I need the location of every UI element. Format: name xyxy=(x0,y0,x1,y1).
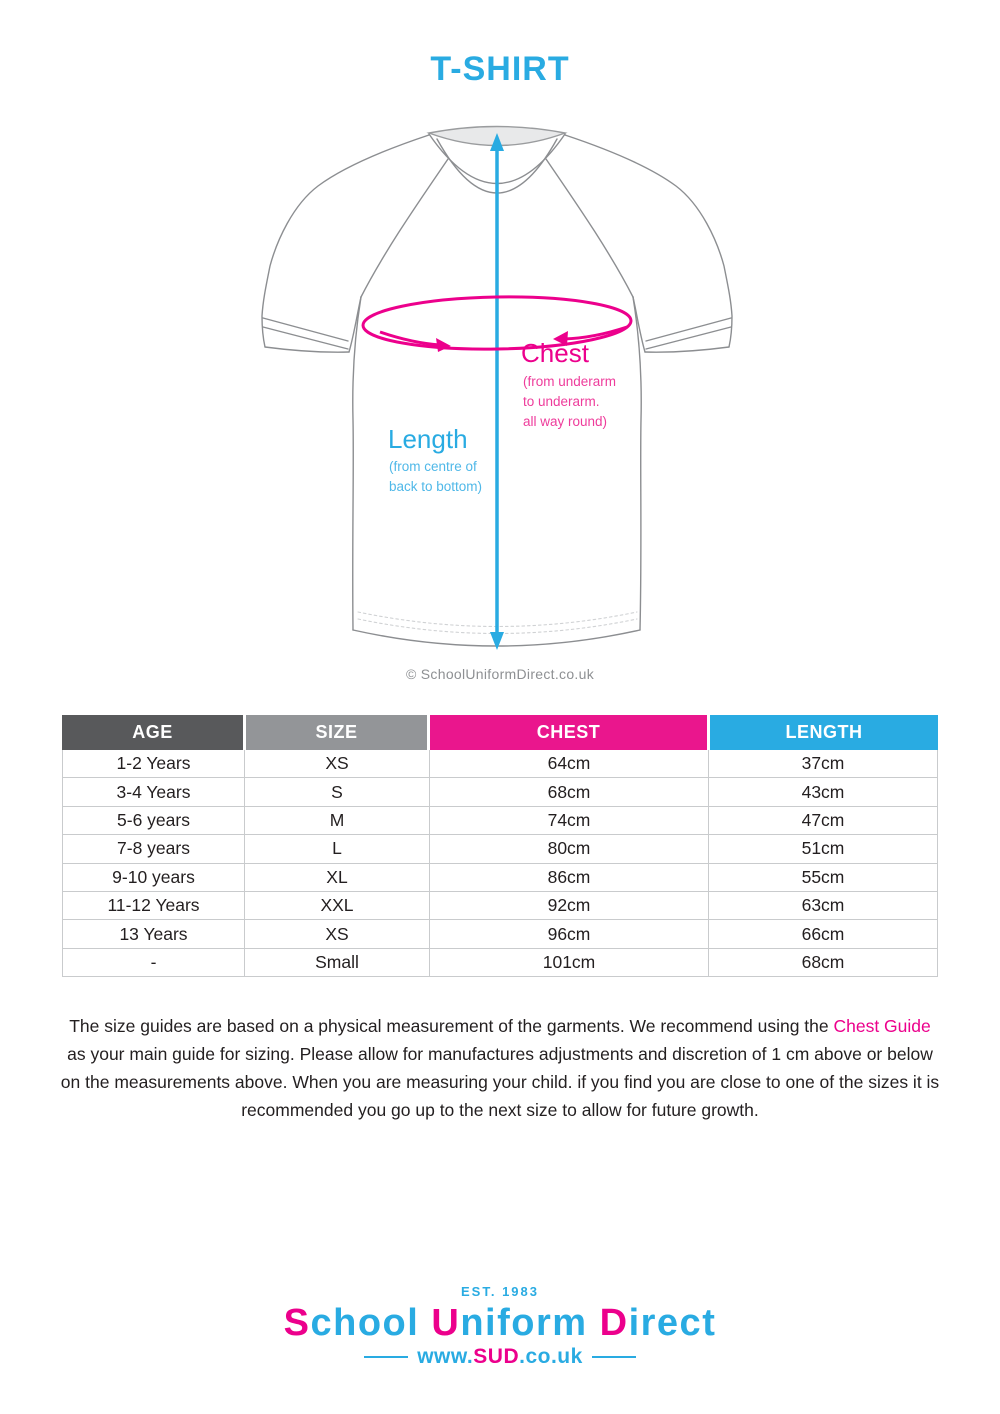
body-right-side xyxy=(633,297,641,630)
est-text: EST. 1983 xyxy=(461,1284,539,1299)
tshirt-illustration xyxy=(0,100,1000,700)
age-cell: - xyxy=(63,949,245,976)
size-note xyxy=(60,1012,940,1124)
table-row xyxy=(63,949,937,976)
size-table xyxy=(62,715,938,977)
age-cell: 7-8 years xyxy=(63,835,245,862)
size-cell: XS xyxy=(245,920,430,947)
length-cell: 43cm xyxy=(801,781,845,802)
length-cell: 68cm xyxy=(801,951,845,972)
url-part: .co.uk xyxy=(519,1345,583,1368)
logo-part: U xyxy=(431,1302,461,1344)
length-sublabel-line2: back to bottom) xyxy=(389,479,483,494)
table-row xyxy=(63,807,937,835)
length-cell: 66cm xyxy=(801,923,845,944)
chest-sublabel-line3: all way round) xyxy=(523,414,608,429)
length-sublabel xyxy=(389,457,482,497)
length-cell: 37cm xyxy=(801,753,845,774)
logo-part: D xyxy=(599,1302,629,1344)
size-cell: Small xyxy=(245,949,430,976)
size-cell: S xyxy=(245,778,430,805)
chest-sublabel-line2: to underarm. xyxy=(523,394,600,409)
age-cell: 13 Years xyxy=(63,920,245,947)
note-text-end: as your main guide for sizing. Please allow for manufactures adjustments and discretion of 1 cm above or below on the measurements above. When you are measuring your child. if you find you are close to one of the sizes it is recommended you go up to the next size to allow for future growth. xyxy=(60,1044,940,1120)
size-cell: XS xyxy=(245,750,430,777)
logo-part: niform xyxy=(460,1302,600,1344)
chest-cell: 64cm xyxy=(430,750,709,777)
chest-arrowhead-right xyxy=(436,338,451,352)
size-cell: XXL xyxy=(245,892,430,919)
size-cell: L xyxy=(245,835,430,862)
note-text-start: The size guides are based on a physical measurement of the garments. We recommend using the xyxy=(69,1016,834,1036)
table-row xyxy=(63,864,937,892)
url-part: SUD xyxy=(473,1345,520,1368)
length-cell: 63cm xyxy=(801,895,845,916)
right-sleeve-outer xyxy=(565,135,732,347)
right-dash-divider xyxy=(592,1356,636,1359)
url-part: www. xyxy=(417,1345,474,1368)
table-row xyxy=(63,892,937,920)
left-dash-divider xyxy=(364,1356,408,1359)
age-cell: 3-4 Years xyxy=(63,778,245,805)
chest-cell: 92cm xyxy=(430,892,709,919)
body-left-side xyxy=(353,297,361,630)
col-header-length: LENGTH xyxy=(710,715,938,750)
col-header-size: SIZE xyxy=(246,715,427,750)
chest-sublabel-line1: (from underarm xyxy=(523,374,617,389)
chest-cell: 80cm xyxy=(430,835,709,862)
left-raglan-seam xyxy=(361,159,448,297)
table-row xyxy=(63,920,937,948)
age-cell: 11-12 Years xyxy=(63,892,245,919)
size-cell: XL xyxy=(245,864,430,891)
logo-part: S xyxy=(283,1302,311,1344)
logo-text xyxy=(0,1302,1000,1344)
chest-cell: 74cm xyxy=(430,807,709,834)
page-title: T-SHIRT xyxy=(430,50,570,88)
age-cell: 1-2 Years xyxy=(63,750,245,777)
table-row xyxy=(63,835,937,863)
logo-part: irect xyxy=(628,1302,717,1344)
logo-part: chool xyxy=(310,1302,432,1344)
footer-logo xyxy=(0,1284,1000,1369)
length-cell: 51cm xyxy=(801,838,845,859)
right-raglan-seam xyxy=(546,159,633,297)
chest-cell: 101cm xyxy=(430,949,709,976)
col-header-chest: CHEST xyxy=(430,715,707,750)
col-header-age: AGE xyxy=(62,715,243,750)
tshirt-diagram xyxy=(0,100,1000,700)
left-sleeve-end xyxy=(265,347,349,352)
size-cell: M xyxy=(245,807,430,834)
url-text xyxy=(417,1345,583,1369)
copyright-text: © SchoolUniformDirect.co.uk xyxy=(405,666,595,682)
age-cell: 5-6 years xyxy=(63,807,245,834)
left-sleeve-outer xyxy=(262,135,429,347)
length-sublabel-line1: (from centre of xyxy=(389,459,477,474)
length-label: Length xyxy=(388,424,468,454)
length-cell: 47cm xyxy=(801,809,845,830)
note-highlight-chest-guide: Chest Guide xyxy=(833,1016,931,1036)
table-row xyxy=(63,750,937,778)
logo-url-row xyxy=(0,1345,1000,1369)
size-table-body xyxy=(62,750,938,977)
length-cell: 55cm xyxy=(801,866,845,887)
table-row xyxy=(63,778,937,806)
chest-cell: 86cm xyxy=(430,864,709,891)
length-arrow xyxy=(490,133,504,650)
age-cell: 9-10 years xyxy=(63,864,245,891)
length-arrowhead-bottom xyxy=(490,632,504,650)
right-sleeve-end xyxy=(645,347,729,352)
chest-cell: 68cm xyxy=(430,778,709,805)
chest-cell: 96cm xyxy=(430,920,709,947)
chest-sublabel xyxy=(523,372,616,432)
size-table-header xyxy=(62,715,938,750)
chest-label: Chest xyxy=(521,338,589,368)
